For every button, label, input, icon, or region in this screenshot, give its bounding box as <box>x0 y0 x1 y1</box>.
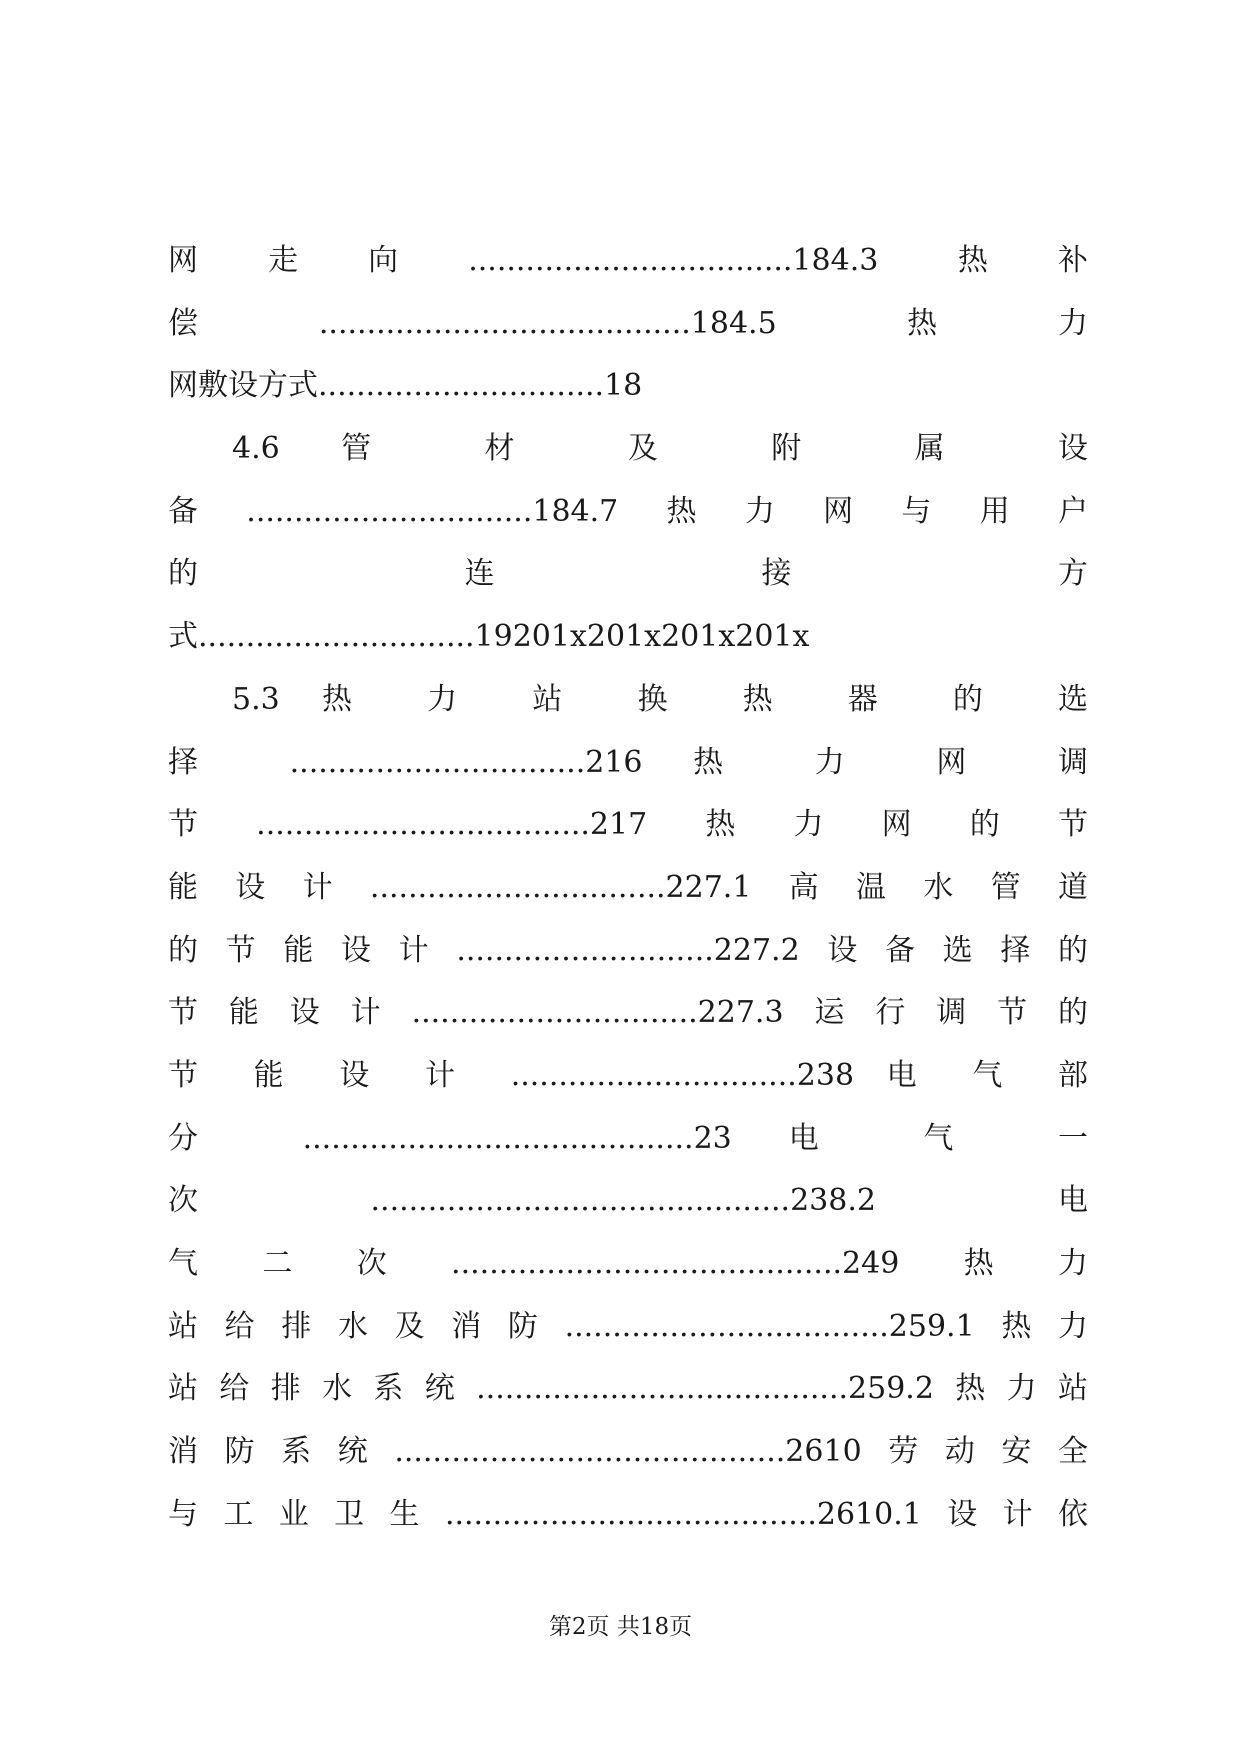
toc-line: 的 连 接 方 <box>168 556 1088 592</box>
toc-line: 偿.......................................184.5 热力 <box>168 305 1088 341</box>
toc-line: 4.6 管 材 及 附 属 设 <box>232 431 1088 467</box>
toc-line: 节 能 设 计 ..............................238 电 气 部 <box>168 1057 1088 1093</box>
toc-line: 备..............................184.7热力网与用户 <box>168 493 1088 529</box>
toc-line: 的节能设计...........................227.2设备选择的 <box>168 932 1088 968</box>
table-of-contents <box>168 230 1088 1546</box>
toc-line: 网敷设方式..............................18 <box>168 368 643 404</box>
toc-line: 式.............................19201x201x201x201x <box>168 619 810 655</box>
page-footer: 第2页 共18页 <box>548 1614 693 1640</box>
toc-line: 站给排水及消防..................................259.1热力 <box>168 1308 1088 1344</box>
toc-line: 站给排水系统.......................................259.2热力站 <box>168 1371 1088 1407</box>
toc-line: 与工业卫生.......................................2610.1设计依 <box>168 1496 1088 1532</box>
toc-line: 择 ...............................216 热 力 网 调 <box>168 744 1088 780</box>
toc-line: 网走向..................................184.3 热补 <box>168 243 1088 278</box>
toc-line: 次............................................238.2 电 <box>168 1183 1088 1219</box>
toc-line: 能设计...............................227.1高温水管道 <box>168 869 1088 905</box>
toc-line: 5.3 热 力 站 换 热 器 的 选 <box>232 681 1088 717</box>
toc-line: 气二次.........................................249热力 <box>168 1246 1088 1281</box>
toc-line: 分 .........................................23 电 气 一 <box>168 1120 1088 1156</box>
toc-line: 消防系统.........................................2610劳动安全 <box>168 1434 1088 1470</box>
toc-line: 节...................................217热力网的节 <box>168 807 1088 843</box>
toc-line: 节能设计..............................227.3运行调节的 <box>168 995 1088 1031</box>
